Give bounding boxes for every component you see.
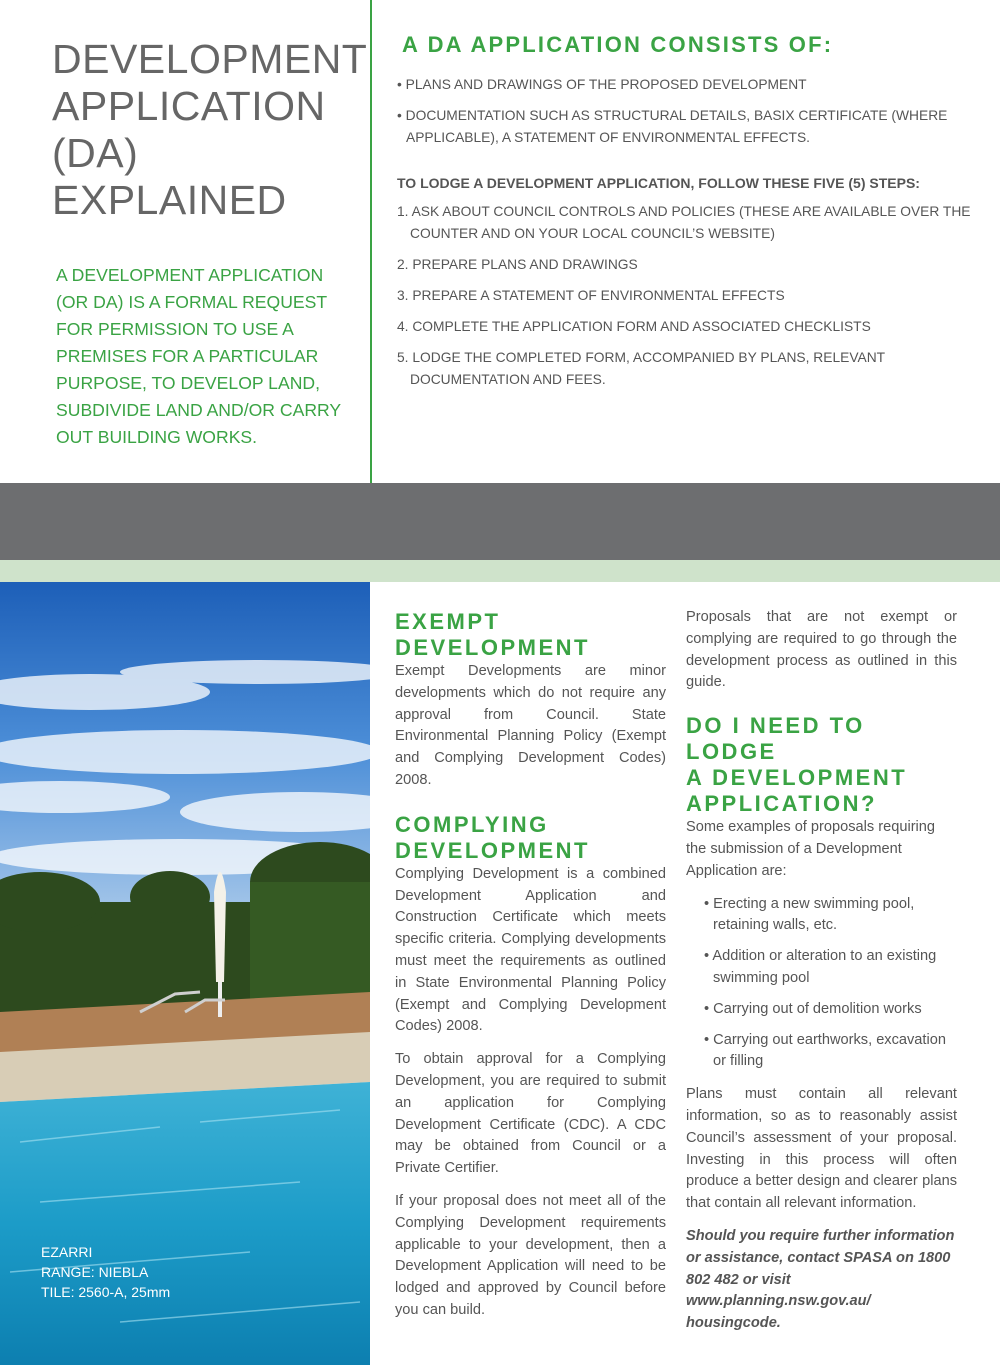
exempt-heading-line: DEVELOPMENT [395,635,590,660]
lodge-steps-list [397,201,977,391]
exempt-body: Exempt Developments are minor developments which do not require any approval from Council. State Environmental Planning Policy (Exempt and Complying Development Codes) 2008. [395,663,666,788]
title-line: (DA) [52,130,139,176]
top-section [0,0,1000,483]
da-consists-section [397,32,977,400]
complying-body-2: To obtain approval for a Complying Development, you are required to submit an application for Complying Development Certificate (CDC). A CDC may be obtained from Council or a Private Certifier. [395,1051,666,1177]
grey-divider-band [0,483,1000,560]
photo-caption [41,1242,170,1302]
caption-range: RANGE: NIEBLA [41,1264,149,1280]
list-item: • Erecting a new swimming pool, retaining walls, etc. [704,895,915,934]
consists-heading: A DA APPLICATION CONSISTS OF: [402,32,834,57]
need-intro: Some examples of proposals requiring the submission of a Development Application are: [686,819,936,879]
plans-text: Plans must contain all relevant information, so as to reasonably assist Council’s assessment of your proposal. Investing in this process will often produce a better design and clearer plans that contain all relevant information. [686,1086,957,1212]
need-heading-line: APPLICATION? [686,791,877,817]
step-item: 1. ASK ABOUT COUNCIL CONTROLS AND POLICIES (THESE ARE AVAILABLE OVER THE COUNTER AND ON YOUR LOCAL COUNCIL’S WEBSITE) [397,204,971,241]
need-examples-list [686,894,957,1074]
complying-body-1: Complying Development is a combined Development Application and Construction Certificate which meets specific criteria. Complying developments must meet the requirements as outlined in State Environmental Planning Policy (Exempt and Complying Development Codes) 2008. [395,865,666,1035]
contact-info: Should you require further information or assistance, contact SPASA on 1800 802 482 or visit www.planning.nsw.gov.au/ housingcode. [686,1227,955,1332]
complying-heading-line: DEVELOPMENT [395,837,590,863]
intro-text: A DEVELOPMENT APPLICATION (OR DA) IS A FORMAL REQUEST FOR PERMISSION TO USE A PREMISES FOR A PARTICULAR PURPOSE, TO DEVELOP LAND, SUBDIVIDE LAND AND/OR CARRY OUT BUILDING WORKS. [56,265,341,447]
column-middle [395,609,666,1333]
page-title [52,36,368,224]
complying-body-3: If your proposal does not meet all of the Complying Development requirements applicable to your development, then a Development Application will need to be lodged and approved by Council before you can build. [395,1192,666,1318]
step-item: 2. PREPARE PLANS AND DRAWINGS [397,257,638,272]
list-item: • DOCUMENTATION SUCH AS STRUCTURAL DETAILS, BASIX CERTIFICATE (WHERE APPLICABLE), A STATEMENT OF ENVIRONMENTAL EFFECTS. [397,108,948,145]
consists-list [397,74,977,149]
need-heading-line: DO I NEED TO LODGE [686,713,865,765]
step-item: 3. PREPARE A STATEMENT OF ENVIRONMENTAL EFFECTS [397,288,785,303]
list-item: • Carrying out earthworks, excavation or filling [704,1031,946,1070]
green-divider-band [0,560,1000,582]
title-line: EXPLAINED [52,177,287,223]
caption-tile: TILE: 2560-A, 25mm [41,1284,171,1300]
list-item: • Carrying out of demolition works [704,1000,922,1017]
vertical-divider [370,0,372,483]
column-right [686,607,957,1346]
title-line: APPLICATION [52,83,326,129]
list-item: • PLANS AND DRAWINGS OF THE PROPOSED DEVELOPMENT [397,77,807,92]
proposals-text: Proposals that are not exempt or complying are required to go through the development process as outlined in this guide. [686,609,957,691]
title-line: DEVELOPMENT [52,36,368,82]
caption-brand: EZARRI [41,1244,93,1260]
need-heading-line: A DEVELOPMENT [686,765,908,791]
exempt-heading-line: EXEMPT [395,609,501,634]
complying-heading-line: COMPLYING [395,811,549,837]
step-item: 4. COMPLETE THE APPLICATION FORM AND ASSOCIATED CHECKLISTS [397,319,871,334]
lodge-steps-heading: TO LODGE A DEVELOPMENT APPLICATION, FOLLOW THESE FIVE (5) STEPS: [397,175,920,191]
step-item: 5. LODGE THE COMPLETED FORM, ACCOMPANIED BY PLANS, RELEVANT DOCUMENTATION AND FEES. [397,350,885,387]
list-item: • Addition or alteration to an existing swimming pool [704,948,937,986]
